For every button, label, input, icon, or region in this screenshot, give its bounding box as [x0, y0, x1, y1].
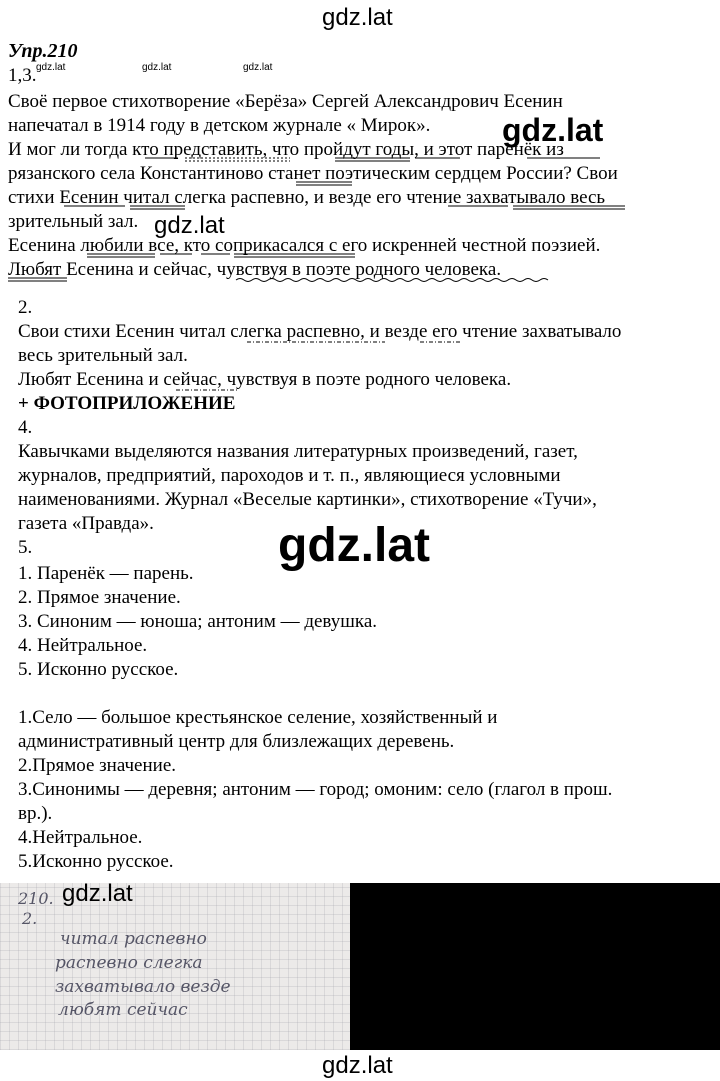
- handwritten-label: 2.: [22, 909, 38, 928]
- watermark-right: gdz.lat: [502, 112, 604, 148]
- list-item: 2. Прямое значение.: [18, 587, 181, 608]
- list-item: 1. Паренёк — парень.: [18, 563, 194, 584]
- watermark-small-2: gdz.lat: [142, 62, 172, 73]
- handwritten-photo: [0, 883, 350, 1050]
- handwritten-header: 210.: [18, 889, 54, 908]
- list-item: 4. Нейтральное.: [18, 635, 148, 656]
- watermark-bottom: gdz.lat: [322, 1052, 393, 1079]
- paragraph-line: Любят Есенина и сейчас, чувствуя в поэте родного человека.: [8, 259, 502, 280]
- watermark-top: gdz.lat: [322, 4, 393, 31]
- paragraph-line: весь зрительный зал.: [18, 345, 188, 366]
- paragraph-line: зрительный зал.: [8, 211, 139, 232]
- list-item: 5.Исконно русское.: [18, 851, 174, 872]
- handwritten-row: читал распевно: [60, 929, 207, 949]
- paragraph-line: журналов, предприятий, пароходов и т. п., являющиеся условными: [18, 465, 561, 486]
- paragraph-line: Есенина любили все, кто соприкасался с его искренней честной поэзией.: [8, 235, 601, 256]
- paragraph-line: рязанского села Константиново станет поэтическим сердцем России? Свои: [8, 163, 618, 184]
- list-item: 5. Исконно русское.: [18, 659, 179, 680]
- paragraph-line: Свои стихи Есенин читал слегка распевно, и везде его чтение захватывало: [18, 321, 622, 342]
- section-2-label: 2.: [18, 297, 33, 318]
- watermark-small-1: gdz.lat: [36, 62, 66, 73]
- paragraph-line: наименованиями. Журнал «Веселые картинки», стихотворение «Тучи»,: [18, 489, 597, 510]
- black-panel: [350, 883, 720, 1050]
- paragraph-line: Любят Есенина и сейчас, чувствуя в поэте родного человека.: [18, 369, 512, 390]
- paragraph-line: напечатал в 1914 году в детском журнале « Мирок».: [8, 115, 431, 136]
- list-item: 3. Синоним — юноша; антоним — девушка.: [18, 611, 378, 632]
- list-item: вр.).: [18, 803, 53, 824]
- grammar-underlines: [0, 0, 720, 300]
- paragraph-line: Кавычками выделяются названия литературных произведений, газет,: [18, 441, 578, 462]
- watermark-photo: gdz.lat: [62, 880, 133, 907]
- list-item: 3.Синонимы — деревня; антоним — город; омоним: село (глагол в прош.: [18, 779, 613, 800]
- list-item: административный центр для близлежащих деревень.: [18, 731, 455, 752]
- paragraph-line: газета «Правда».: [18, 513, 154, 534]
- handwritten-row: захватывало везде: [55, 977, 231, 997]
- paragraph-line: стихи Есенин читал слегка распевно, и везде его чтение захватывало весь: [8, 187, 606, 208]
- adverb-underlines: [0, 300, 720, 400]
- section-4-label: 4.: [18, 417, 33, 438]
- paragraph-line: Своё первое стихотворение «Берёза» Сергей Александрович Есенин: [8, 91, 563, 112]
- handwritten-row: распевно слегка: [55, 953, 203, 973]
- section-1-3-label: 1,3.: [8, 65, 37, 86]
- exercise-title: Упр.210: [8, 40, 78, 62]
- paragraph-line-text: И мог ли тогда кто представить, что пройдут годы, и этот паренёк из: [8, 139, 564, 160]
- watermark-mid: gdz.lat: [154, 212, 225, 239]
- photo-appendix-heading: + ФОТОПРИЛОЖЕНИЕ: [18, 393, 236, 414]
- list-item: 4.Нейтральное.: [18, 827, 143, 848]
- section-5-label: 5.: [18, 537, 33, 558]
- watermark-small-3: gdz.lat: [243, 62, 273, 73]
- list-item: 2.Прямое значение.: [18, 755, 177, 776]
- watermark-center: gdz.lat: [278, 519, 430, 572]
- list-item: 1.Село — большое крестьянское селение, хозяйственный и: [18, 707, 498, 728]
- handwritten-row: любят сейчас: [58, 1000, 188, 1020]
